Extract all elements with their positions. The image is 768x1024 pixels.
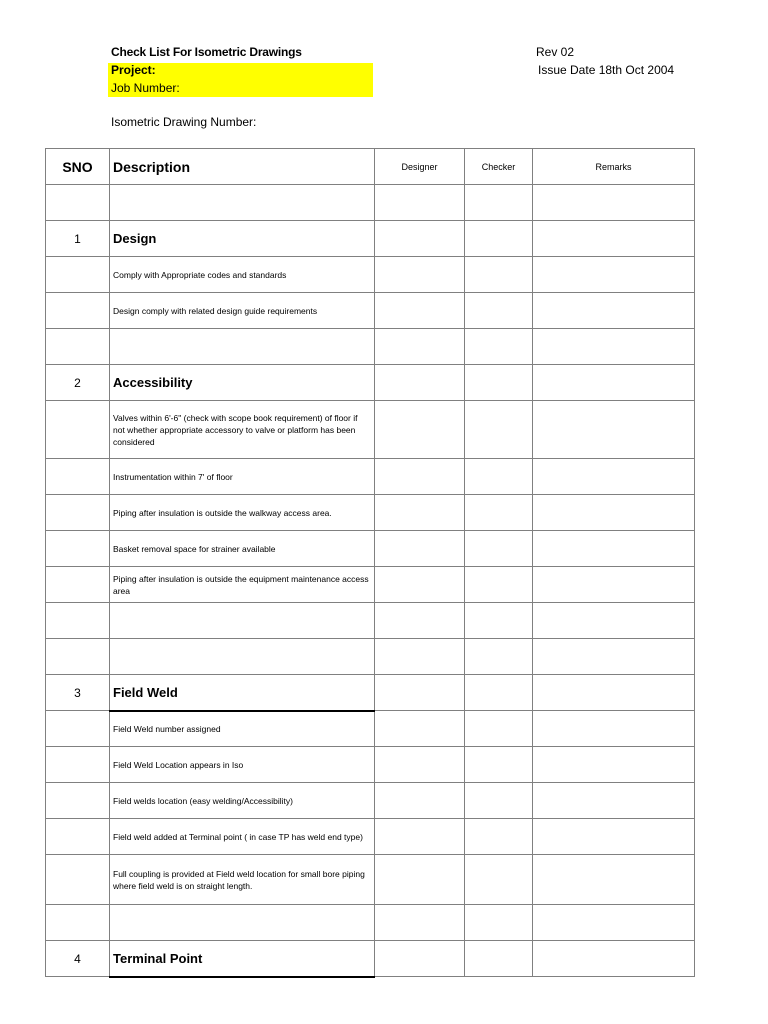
table-row <box>46 459 695 495</box>
table-row <box>46 293 695 329</box>
checklist-item: Field welds location (easy welding/Accessibility) <box>110 783 375 819</box>
table-row <box>46 783 695 819</box>
checker-cell[interactable] <box>465 257 533 293</box>
sno-cell <box>46 531 110 567</box>
checker-cell[interactable] <box>465 819 533 855</box>
column-header-checker: Checker <box>465 149 533 185</box>
section-title: Accessibility <box>110 365 375 401</box>
remarks-cell[interactable] <box>533 185 695 221</box>
project-label: Project: <box>111 63 156 77</box>
designer-cell[interactable] <box>375 257 465 293</box>
table-row <box>46 747 695 783</box>
section-title: Field Weld <box>110 675 375 711</box>
designer-cell[interactable] <box>375 855 465 905</box>
sno-cell <box>46 819 110 855</box>
remarks-cell[interactable] <box>533 639 695 675</box>
checklist-item: Field Weld number assigned <box>110 711 375 747</box>
checklist-table <box>45 148 695 978</box>
table-row <box>46 711 695 747</box>
checker-cell[interactable] <box>465 639 533 675</box>
table-row <box>46 905 695 941</box>
designer-cell[interactable] <box>375 531 465 567</box>
designer-cell[interactable] <box>375 603 465 639</box>
sno-cell <box>46 747 110 783</box>
remarks-cell[interactable] <box>533 711 695 747</box>
section-title: Design <box>110 221 375 257</box>
designer-cell[interactable] <box>375 329 465 365</box>
sno-cell <box>46 783 110 819</box>
designer-cell[interactable] <box>375 639 465 675</box>
table-row <box>46 603 695 639</box>
table-row <box>46 495 695 531</box>
remarks-cell[interactable] <box>533 675 695 711</box>
column-header-designer: Designer <box>375 149 465 185</box>
checker-cell[interactable] <box>465 185 533 221</box>
remarks-cell[interactable] <box>533 819 695 855</box>
table-header-row <box>46 149 695 185</box>
table-row <box>46 567 695 603</box>
designer-cell[interactable] <box>375 711 465 747</box>
column-header-sno: SNO <box>46 149 110 185</box>
sno-cell <box>46 401 110 459</box>
checker-cell[interactable] <box>465 855 533 905</box>
remarks-cell[interactable] <box>533 941 695 977</box>
table-row <box>46 401 695 459</box>
remarks-cell[interactable] <box>533 905 695 941</box>
sno-cell <box>46 459 110 495</box>
designer-cell[interactable] <box>375 747 465 783</box>
designer-cell[interactable] <box>375 365 465 401</box>
checker-cell[interactable] <box>465 365 533 401</box>
designer-cell[interactable] <box>375 221 465 257</box>
checklist-item: Valves within 6'-6" (check with scope book requirement) of floor if not whether appropriate accessory to valve or platform has been considered <box>110 401 375 459</box>
section-number: 1 <box>46 221 110 257</box>
column-header-remarks: Remarks <box>533 149 695 185</box>
remarks-cell[interactable] <box>533 747 695 783</box>
iso-drawing-number-label: Isometric Drawing Number: <box>111 115 257 129</box>
designer-cell[interactable] <box>375 819 465 855</box>
checklist-item: Full coupling is provided at Field weld location for small bore piping where field weld is on straight length. <box>110 855 375 905</box>
table-row <box>46 185 695 221</box>
section-number: 3 <box>46 675 110 711</box>
remarks-cell[interactable] <box>533 495 695 531</box>
checker-cell[interactable] <box>465 711 533 747</box>
designer-cell[interactable] <box>375 185 465 221</box>
table-row <box>46 819 695 855</box>
table-row <box>46 639 695 675</box>
remarks-cell[interactable] <box>533 329 695 365</box>
section-row-field-weld <box>46 675 695 711</box>
sno-cell <box>46 603 110 639</box>
sno-cell <box>46 567 110 603</box>
checker-cell[interactable] <box>465 329 533 365</box>
section-row-design <box>46 221 695 257</box>
designer-cell[interactable] <box>375 495 465 531</box>
description-cell <box>110 603 375 639</box>
designer-cell[interactable] <box>375 783 465 819</box>
section-row-terminal-point <box>46 941 695 977</box>
designer-cell[interactable] <box>375 293 465 329</box>
issue-date-label: Issue Date 18th Oct 2004 <box>538 63 675 77</box>
sno-cell <box>46 495 110 531</box>
checklist-item: Field weld added at Terminal point ( in case TP has weld end type) <box>110 819 375 855</box>
remarks-cell[interactable] <box>533 603 695 639</box>
checker-cell[interactable] <box>465 675 533 711</box>
section-title: Terminal Point <box>110 941 375 977</box>
table-row <box>46 855 695 905</box>
remarks-cell[interactable] <box>533 783 695 819</box>
checklist-item: Piping after insulation is outside the walkway access area. <box>110 495 375 531</box>
checklist-item: Basket removal space for strainer available <box>110 531 375 567</box>
section-number: 2 <box>46 365 110 401</box>
description-cell <box>110 905 375 941</box>
checker-cell[interactable] <box>465 783 533 819</box>
sno-cell <box>46 905 110 941</box>
sno-cell <box>46 855 110 905</box>
checker-cell[interactable] <box>465 747 533 783</box>
description-cell <box>110 329 375 365</box>
sno-cell <box>46 185 110 221</box>
checklist-item: Field Weld Location appears in Iso <box>110 747 375 783</box>
remarks-cell[interactable] <box>533 459 695 495</box>
checker-cell[interactable] <box>465 905 533 941</box>
designer-cell[interactable] <box>375 567 465 603</box>
checklist-item: Instrumentation within 7' of floor <box>110 459 375 495</box>
table-row <box>46 329 695 365</box>
checker-cell[interactable] <box>465 531 533 567</box>
sno-cell <box>46 293 110 329</box>
checker-cell[interactable] <box>465 459 533 495</box>
description-cell <box>110 185 375 221</box>
checklist-item: Design comply with related design guide requirements <box>110 293 375 329</box>
checker-cell[interactable] <box>465 941 533 977</box>
checker-cell[interactable] <box>465 495 533 531</box>
description-cell <box>110 639 375 675</box>
revision-label: Rev 02 <box>536 45 575 59</box>
remarks-cell[interactable] <box>533 531 695 567</box>
checker-cell[interactable] <box>465 603 533 639</box>
sno-cell <box>46 329 110 365</box>
checker-cell[interactable] <box>465 293 533 329</box>
remarks-cell[interactable] <box>533 221 695 257</box>
section-row-accessibility <box>46 365 695 401</box>
sno-cell <box>46 257 110 293</box>
job-number-label: Job Number: <box>111 81 180 95</box>
remarks-cell[interactable] <box>533 855 695 905</box>
table-row <box>46 531 695 567</box>
remarks-cell[interactable] <box>533 257 695 293</box>
designer-cell[interactable] <box>375 459 465 495</box>
remarks-cell[interactable] <box>533 401 695 459</box>
sno-cell <box>46 639 110 675</box>
checklist-item: Piping after insulation is outside the equipment maintenance access area <box>110 567 375 603</box>
table-row <box>46 257 695 293</box>
sno-cell <box>46 711 110 747</box>
remarks-cell[interactable] <box>533 365 695 401</box>
checker-cell[interactable] <box>465 567 533 603</box>
checklist-item: Comply with Appropriate codes and standards <box>110 257 375 293</box>
checker-cell[interactable] <box>465 221 533 257</box>
document-title: Check List For Isometric Drawings <box>111 45 302 59</box>
checker-cell[interactable] <box>465 401 533 459</box>
designer-cell[interactable] <box>375 941 465 977</box>
remarks-cell[interactable] <box>533 293 695 329</box>
designer-cell[interactable] <box>375 905 465 941</box>
column-header-description: Description <box>110 149 375 185</box>
section-number: 4 <box>46 941 110 977</box>
designer-cell[interactable] <box>375 675 465 711</box>
designer-cell[interactable] <box>375 401 465 459</box>
remarks-cell[interactable] <box>533 567 695 603</box>
